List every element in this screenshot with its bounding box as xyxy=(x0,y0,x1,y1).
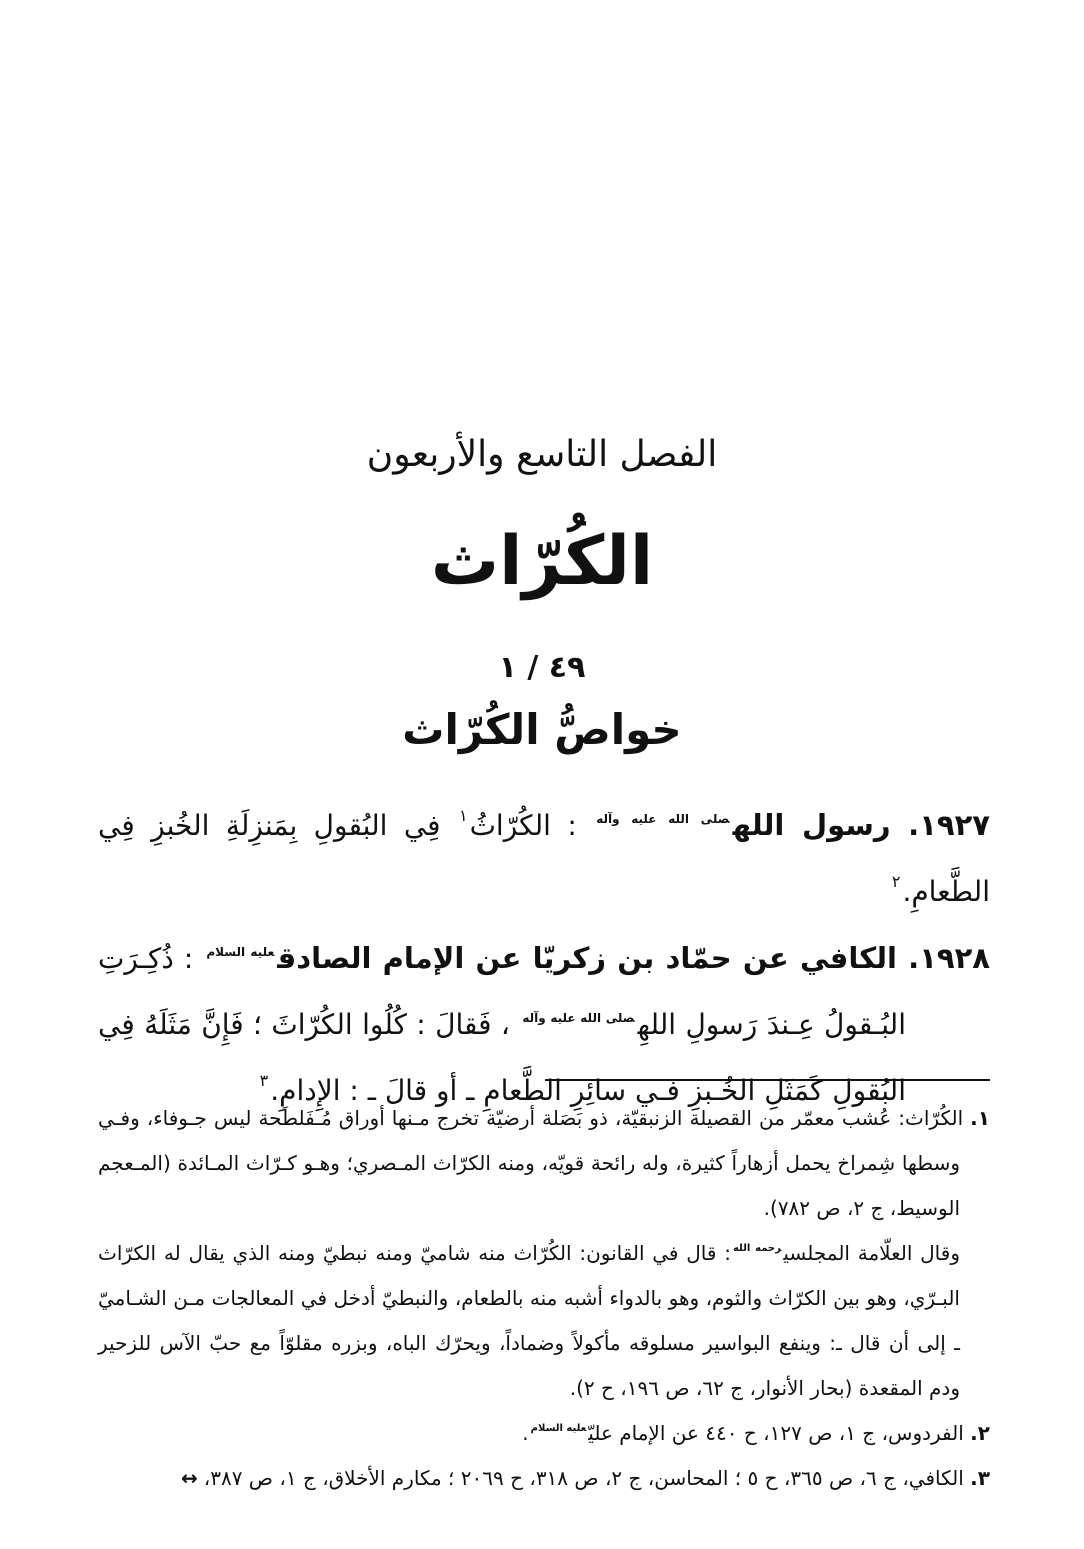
footnote-marker: ١ xyxy=(458,806,468,825)
hadith-source: رسول الله xyxy=(732,808,909,842)
footnote-text: : قال في القانون: الكُرّاث منه شاميّ ومنه نبطيّ ومنه الذي يقال له الكرّاث البـرّي، وهو بين الكرّاث والثوم، وهو بالدواء أشبه منه بالطعام، والنبطيّ أدخل في المعالجات مـن الشـاميّ ـ إلى أن قال ـ: وينفع البواسير مسلوقه مأكولاً وضماداً، ويحرّك الباه، وبزره مقلوّاً مع حبّ الآس للزحير ودم المقعدة (بحار الأنوار، ج ٦٢، ص ١٩٦، ح ٢). xyxy=(98,1241,960,1400)
hadith-number: ١٩٢٨. xyxy=(908,941,991,975)
footnote-text: الكُرّاث: عُشب معمّر من القصيلة الزنبقيّة، ذو بَصَلة أرضيّة تخرج مـنها أوراق مُـفَلطَحة ليس جـوفاء، وفـي وسطها شِمراخ يحمل أزهاراً كثيرة، وله رائحة قويّه، ومنه الكرّاث المـصري؛ وهـو كـرّاث المـائدة (المـعجم الوسيط، ج ٢، ص ٧٨٢). xyxy=(98,1106,971,1220)
footnote-text-end: . xyxy=(522,1421,529,1445)
footnote-1 xyxy=(98,1096,990,1231)
hadith-number: ١٩٢٧. xyxy=(908,808,990,842)
honorific-ligature: صلى الله عليه وآله xyxy=(596,812,730,826)
chapter-title: الكُرّاث xyxy=(430,522,654,601)
honorific-ligature: عليه السلام xyxy=(206,945,275,959)
footnote-text: وقال العلّامة المجلسي xyxy=(783,1241,960,1265)
footnote-1-continuation xyxy=(98,1231,990,1411)
footnote-3 xyxy=(98,1456,990,1501)
footnote-number: ٢. xyxy=(970,1421,990,1445)
hadith-1928 xyxy=(98,925,990,1124)
footnote-2 xyxy=(98,1411,990,1456)
footnote-number: ١. xyxy=(970,1106,990,1130)
hadith-text: ، فَقالَ : كُلُوا الكُرّاثَ ؛ فَإِنَّ مَثَلَهُ فِي البُقولِ كَمَثَلِ الخُـبزِ فـي سائِرِ الطَّعامِ ـ أو قالَ ـ : الإِدامِ. xyxy=(98,1008,906,1107)
honorific-ligature: عليه السلام xyxy=(530,1423,587,1434)
footnotes xyxy=(98,1096,990,1501)
footnote-number: ٣. xyxy=(970,1466,990,1490)
hadith-text: : الكُرّاثُ xyxy=(469,809,594,842)
footnote-marker: ٣ xyxy=(259,1071,269,1090)
chapter-heading: الفصل التاسع والأربعون xyxy=(366,434,718,475)
footnote-separator xyxy=(545,1079,990,1081)
hadith-1927 xyxy=(98,792,990,925)
section-title: خواصُّ الكُرّاث xyxy=(402,705,682,754)
footnote-marker: ٢ xyxy=(891,872,901,891)
continuation-arrow-icon: ↔ xyxy=(180,1466,198,1490)
hadith-text: : ذُكِـرَتِ البُـقولُ عِـندَ رَسولِ اللهِ xyxy=(98,942,906,1041)
hadith-source: الكافي عن حمّاد بن زكريّا عن الإمام الصادق xyxy=(277,941,909,975)
hadith-text: فِي البُقولِ بِمَنزِلَةِ الخُبزِ فِي الطَّعامِ. xyxy=(98,809,990,908)
honorific-ligature: صلى الله عليه وآله xyxy=(522,1011,635,1025)
main-text xyxy=(98,792,990,1124)
section-number: ٤٩ / ١ xyxy=(498,650,586,685)
footnote-text: الكافي، ج ٦، ص ٣٦٥، ح ٥ ؛ المحاسن، ج ٢، ص ٣١٨، ح ٢٠٦٩ ؛ مكارم الأخلاق، ج ١، ص ٣٨٧، xyxy=(203,1466,971,1490)
honorific-ligature: رحمه الله xyxy=(732,1243,782,1254)
footnote-text: الفردوس، ج ١، ص ١٢٧، ح ٤٤٠ عن الإمام عليّ xyxy=(588,1421,971,1445)
